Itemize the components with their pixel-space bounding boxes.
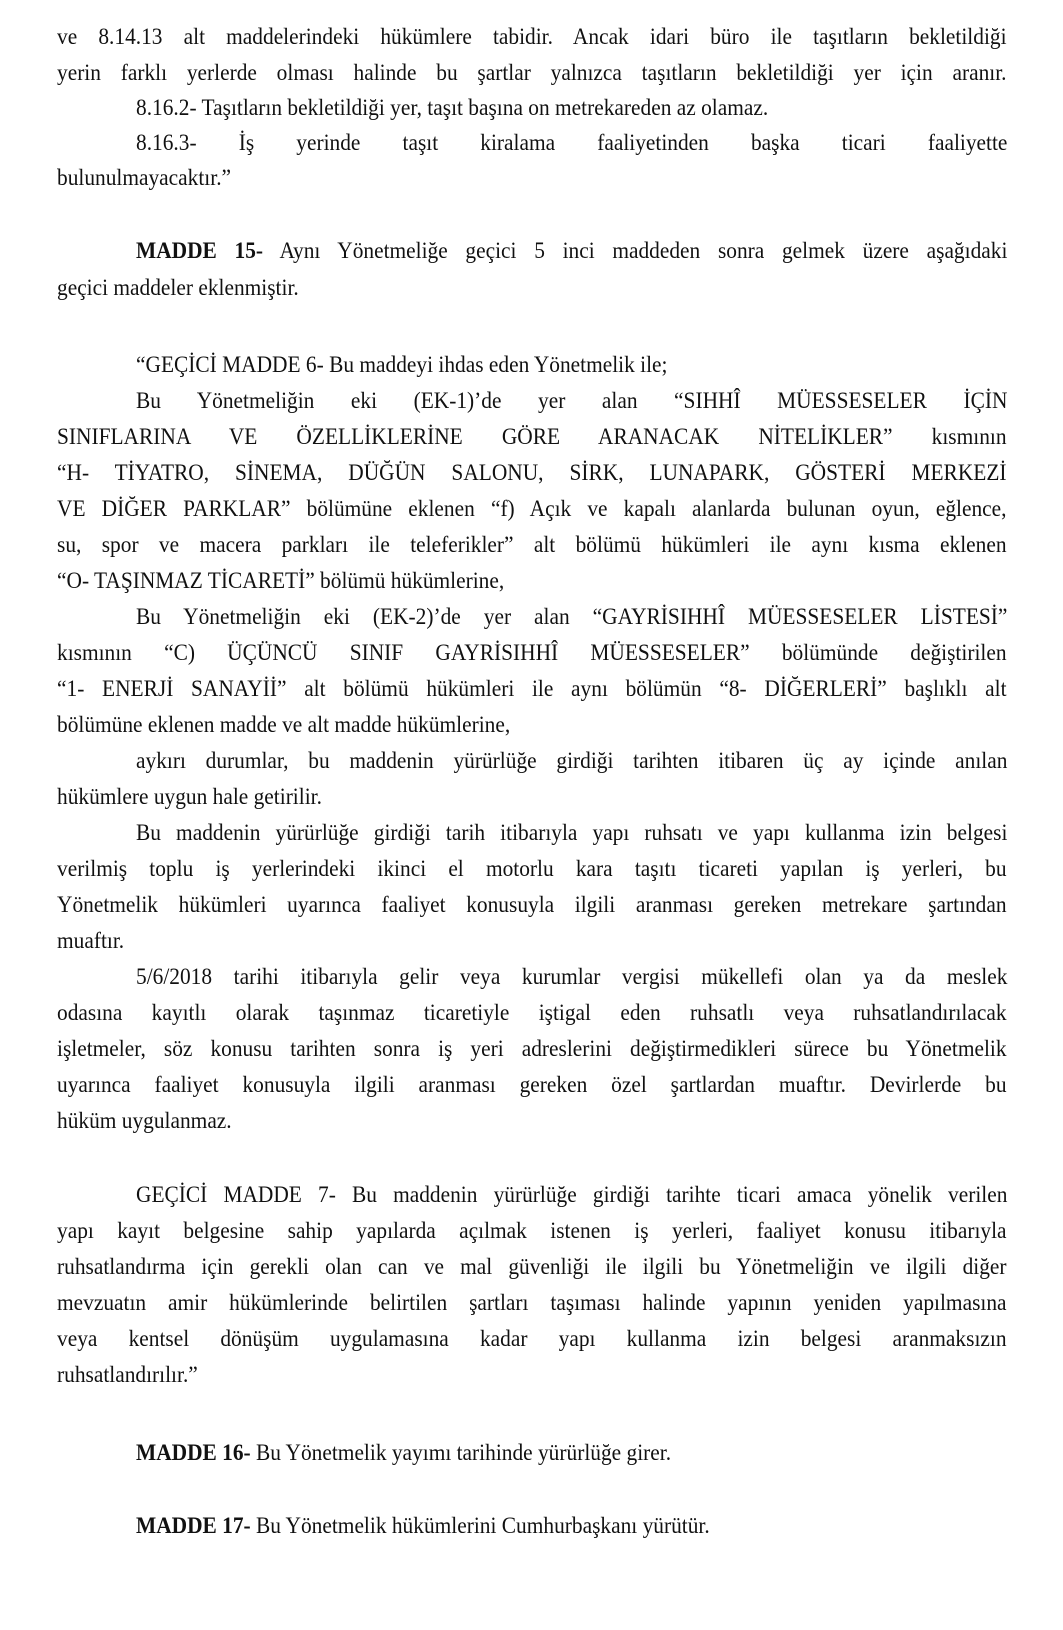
text-line: geçici maddeler eklenmiştir.: [57, 275, 299, 300]
text-line: bulunulmayacaktır.”: [57, 165, 232, 190]
text-line: muaftır.: [57, 928, 125, 953]
text-line: bölümüne eklenen madde ve alt madde hükümlerine,: [57, 712, 511, 737]
text-line: “1- ENERJİ SANAYİİ” alt bölümü hükümleri ile aynı bölümün “8- DİĞERLERİ” başlıklı alt: [57, 676, 1007, 701]
text-line: su, spor ve macera parkları ile teleferikler” alt bölümü hükümleri ile aynı kısma eklenen: [57, 532, 1007, 557]
text-line: hükümlere uygun hale getirilir.: [57, 784, 322, 809]
article-16-line: [136, 1438, 946, 1468]
text-line: VE DİĞER PARKLAR” bölümüne eklenen “f) Açık ve kapalı alanlarda bulunan oyun, eğlence,: [57, 496, 1007, 521]
provisional-article-6-heading: “GEÇİCİ MADDE 6- Bu maddeyi ihdas eden Yönetmelik ile;: [136, 352, 668, 377]
text-line: Bu Yönetmeliğin eki (EK-2)’de yer alan “GAYRİSIHHÎ MÜESSESELER LİSTESİ”: [136, 604, 1008, 629]
text-line: 5/6/2018 tarihi itibarıyla gelir veya kurumlar vergisi mükellefi olan ya da meslek: [136, 964, 1008, 989]
article-label: MADDE 17-: [136, 1513, 251, 1538]
text-line: ruhsatlandırılır.”: [57, 1362, 198, 1387]
article-15-heading-line: [136, 236, 1007, 266]
provisional-article-7-heading: GEÇİCİ MADDE 7- Bu maddenin yürürlüğe girdiği tarihte ticari amaca yönelik verilen: [136, 1182, 1008, 1207]
text-line: hüküm uygulanmaz.: [57, 1108, 232, 1133]
article-17-line: [136, 1511, 946, 1541]
text-line: SINIFLARINA VE ÖZELLİKLERİNE GÖRE ARANACAK NİTELİKLER” kısmının: [57, 424, 1007, 449]
text-line: 8.16.3- İş yerinde taşıt kiralama faaliyetinden başka ticari faaliyette: [136, 130, 1008, 155]
text-line: aykırı durumlar, bu maddenin yürürlüğe girdiği tarihten itibaren üç ay içinde anılan: [136, 748, 1008, 773]
article-label: MADDE 15-: [136, 238, 264, 263]
article-text: Bu Yönetmelik yayımı tarihinde yürürlüğe girer.: [250, 1440, 672, 1465]
article-label: MADDE 16-: [136, 1440, 251, 1465]
article-text: Aynı Yönetmeliğe geçici 5 inci maddeden sonra gelmek üzere aşağıdaki: [263, 238, 1008, 263]
text-line: mevzuatın amir hükümlerinde belirtilen şartları taşıması halinde yapının yeniden yapılmasına: [57, 1290, 1007, 1315]
text-line: verilmiş toplu iş yerlerindeki ikinci el motorlu kara taşıtı ticareti yapılan iş yerleri, bu: [57, 856, 1007, 881]
text-line: Bu Yönetmeliğin eki (EK-1)’de yer alan “SIHHÎ MÜESSESELER İÇİN: [136, 388, 1008, 413]
text-line: odasına kayıtlı olarak taşınmaz ticaretiyle iştigal eden ruhsatlı veya ruhsatlandırılacak: [57, 1000, 1007, 1025]
text-line: veya kentsel dönüşüm uygulamasına kadar yapı kullanma izin belgesi aranmaksızın: [57, 1326, 1007, 1351]
text-line: kısmının “C) ÜÇÜNCÜ SINIF GAYRİSIHHÎ MÜESSESELER” bölümünde değiştirilen: [57, 640, 1007, 665]
article-text: Bu Yönetmelik hükümlerini Cumhurbaşkanı yürütür.: [250, 1513, 710, 1538]
text-line: Yönetmelik hükümleri uyarınca faaliyet konusuyla ilgili aranması gereken metrekare şartından: [57, 892, 1007, 917]
text-line: “H- TİYATRO, SİNEMA, DÜĞÜN SALONU, SİRK, LUNAPARK, GÖSTERİ MERKEZİ: [57, 460, 1007, 485]
text-line: yerin farklı yerlerde olması halinde bu şartlar yalnızca taşıtların bekletildiği yer için aranır.: [57, 60, 1007, 85]
text-line: 8.16.2- Taşıtların bekletildiği yer, taşıt başına on metrekareden az olamaz.: [136, 95, 769, 120]
text-line: uyarınca faaliyet konusuyla ilgili aranması gereken özel şartlardan muaftır. Devirlerde bu: [57, 1072, 1007, 1097]
text-line: yapı kayıt belgesine sahip yapılarda açılmak istenen iş yerleri, faaliyet konusu itibarıyla: [57, 1218, 1007, 1243]
text-line: Bu maddenin yürürlüğe girdiği tarih itibarıyla yapı ruhsatı ve yapı kullanma izin belgesi: [136, 820, 1008, 845]
text-line: ve 8.14.13 alt maddelerindeki hükümlere tabidir. Ancak idari büro ile taşıtların bekletildiği: [57, 24, 1007, 49]
text-line: işletmeler, söz konusu tarihten sonra iş yeri adreslerini değiştirmedikleri sürece bu Yönetmelik: [57, 1036, 1007, 1061]
text-line: “O- TAŞINMAZ TİCARETİ” bölümü hükümlerine,: [57, 568, 505, 593]
text-line: ruhsatlandırma için gerekli olan can ve mal güvenliği ile ilgili bu Yönetmeliğin ve ilgili diğer: [57, 1254, 1007, 1279]
